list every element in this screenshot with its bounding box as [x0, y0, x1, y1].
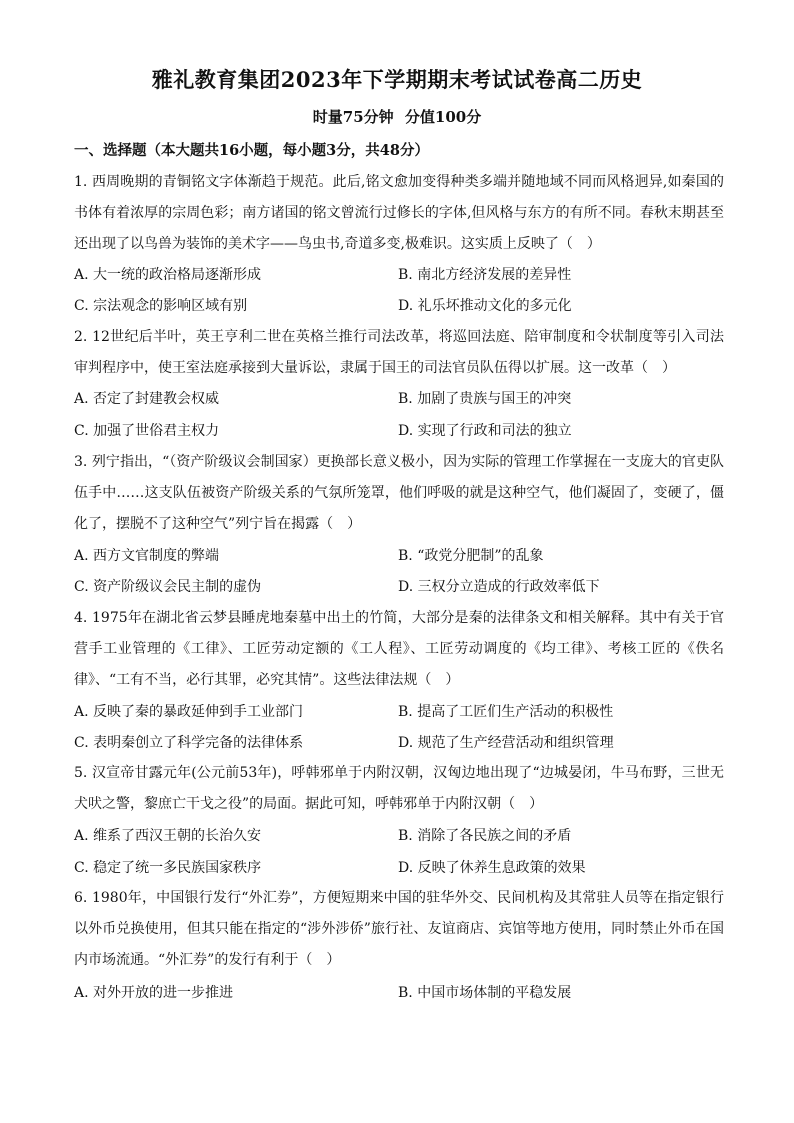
exam-title: 雅礼教育集团2023年下学期期末考试试卷高二历史 [151, 67, 643, 92]
question-1-option-d: D. 礼乐坏推动文化的多元化 [398, 298, 572, 314]
question-2-stem: 2. 12世纪后半叶，英王亨利二世在英格兰推行司法改革，将巡回法庭、陪审制度和令状制度等引入司法审判程序中，使王室法庭承接到大量诉讼，隶属于国王的司法官员队伍得以扩展。这一改革（ ） [74, 329, 724, 376]
question-2-option-c: C. 加强了世俗君主权力 [74, 423, 220, 439]
question-6-stem: 6. 1980年，中国银行发行“外汇券”，方便短期来中国的驻华外交、民间机构及其常驻人员等在指定银行以外币兑换使用，但其只能在指定的“涉外涉侨”旅行社、友谊商店、宾馆等地方使用，同时禁止外币在国内市场流通。“外汇券”的发行有利于（ ） [74, 890, 724, 968]
question-5-option-d: D. 反映了休养生息政策的效果 [398, 860, 586, 876]
question-4-option-d: D. 规范了生产经营活动和组织管理 [398, 735, 614, 751]
question-2-option-b: B. 加剧了贵族与国王的冲突 [398, 391, 572, 407]
question-1-stem: 1. 西周晚期的青铜铭文字体渐趋于规范。此后,铭文愈加变得种类多端并随地域不同而风格迥异,如秦国的书体有着浓厚的宗周色彩；南方诸国的铭文曾流行过修长的字体,但风格与东方的有所不同。春秋末期甚至还出现了以鸟兽为装饰的美术字——鸟虫书,奇道多变,极难识。这实质上反映了（ ） [74, 174, 724, 252]
question-5-option-c: C. 稳定了统一多民族国家秩序 [74, 860, 262, 876]
section-heading: 一、选择题（本大题共16小题，每小题3分，共48分） [74, 142, 429, 159]
question-3-option-a: A. 西方文官制度的弊端 [74, 548, 220, 564]
question-3-option-c: C. 资产阶级议会民主制的虚伪 [74, 579, 262, 595]
question-1-option-b: B. 南北方经济发展的差异性 [398, 267, 572, 283]
question-3-option-b: B. “政党分肥制”的乱象 [398, 548, 544, 564]
question-4-stem: 4. 1975年在湖北省云梦县睡虎地秦墓中出土的竹简，大部分是秦的法律条文和相关解释。其中有关于官营手工业管理的《工律》、工匠劳动定额的《工人程》、工匠劳动调度的《均工律》、考核工匠的《佚名律》、“工有不当，必行其罪，必究其情”。这些法律法规（ ） [74, 610, 724, 688]
question-2-option-a: A. 否定了封建教会权威 [74, 391, 220, 407]
question-5-stem: 5. 汉宣帝甘露元年(公元前53年)，呼韩邪单于内附汉朝，汉匈边地出现了“边城晏闭，牛马布野，三世无犬吠之警，黎庶亡干戈之役”的局面。据此可知，呼韩邪单于内附汉朝（ ） [74, 765, 724, 812]
question-6-option-a: A. 对外开放的进一步推进 [74, 985, 234, 1001]
question-5-option-a: A. 维系了西汉王朝的长治久安 [74, 828, 262, 844]
question-2-option-d: D. 实现了行政和司法的独立 [398, 423, 572, 439]
question-5-option-b: B. 消除了各民族之间的矛盾 [398, 828, 572, 844]
question-3-option-d: D. 三权分立造成的行政效率低下 [398, 579, 600, 595]
question-6-option-b: B. 中国市场体制的平稳发展 [398, 985, 572, 1001]
question-4-option-a: A. 反映了秦的暴政延伸到手工业部门 [74, 704, 304, 720]
question-4-option-b: B. 提高了工匠们生产活动的积极性 [398, 704, 614, 720]
question-3-stem: 3. 列宁指出，“（资产阶级议会制国家）更换部长意义极小，因为实际的管理工作掌握在一支庞大的官吏队伍手中……这支队伍被资产阶级关系的气氛所笼罩，他们呼吸的就是这种空气，他们凝固了，变硬了，僵化了，摆脱不了这种空气”列宁旨在揭露（ ） [74, 454, 724, 532]
question-1-option-a: A. 大一统的政治格局逐渐形成 [74, 267, 262, 283]
question-4-option-c: C. 表明秦创立了科学完备的法律体系 [74, 735, 304, 751]
question-1-option-c: C. 宗法观念的影响区域有别 [74, 298, 248, 314]
exam-subtitle: 时量75分钟 分值100分 [312, 108, 482, 126]
